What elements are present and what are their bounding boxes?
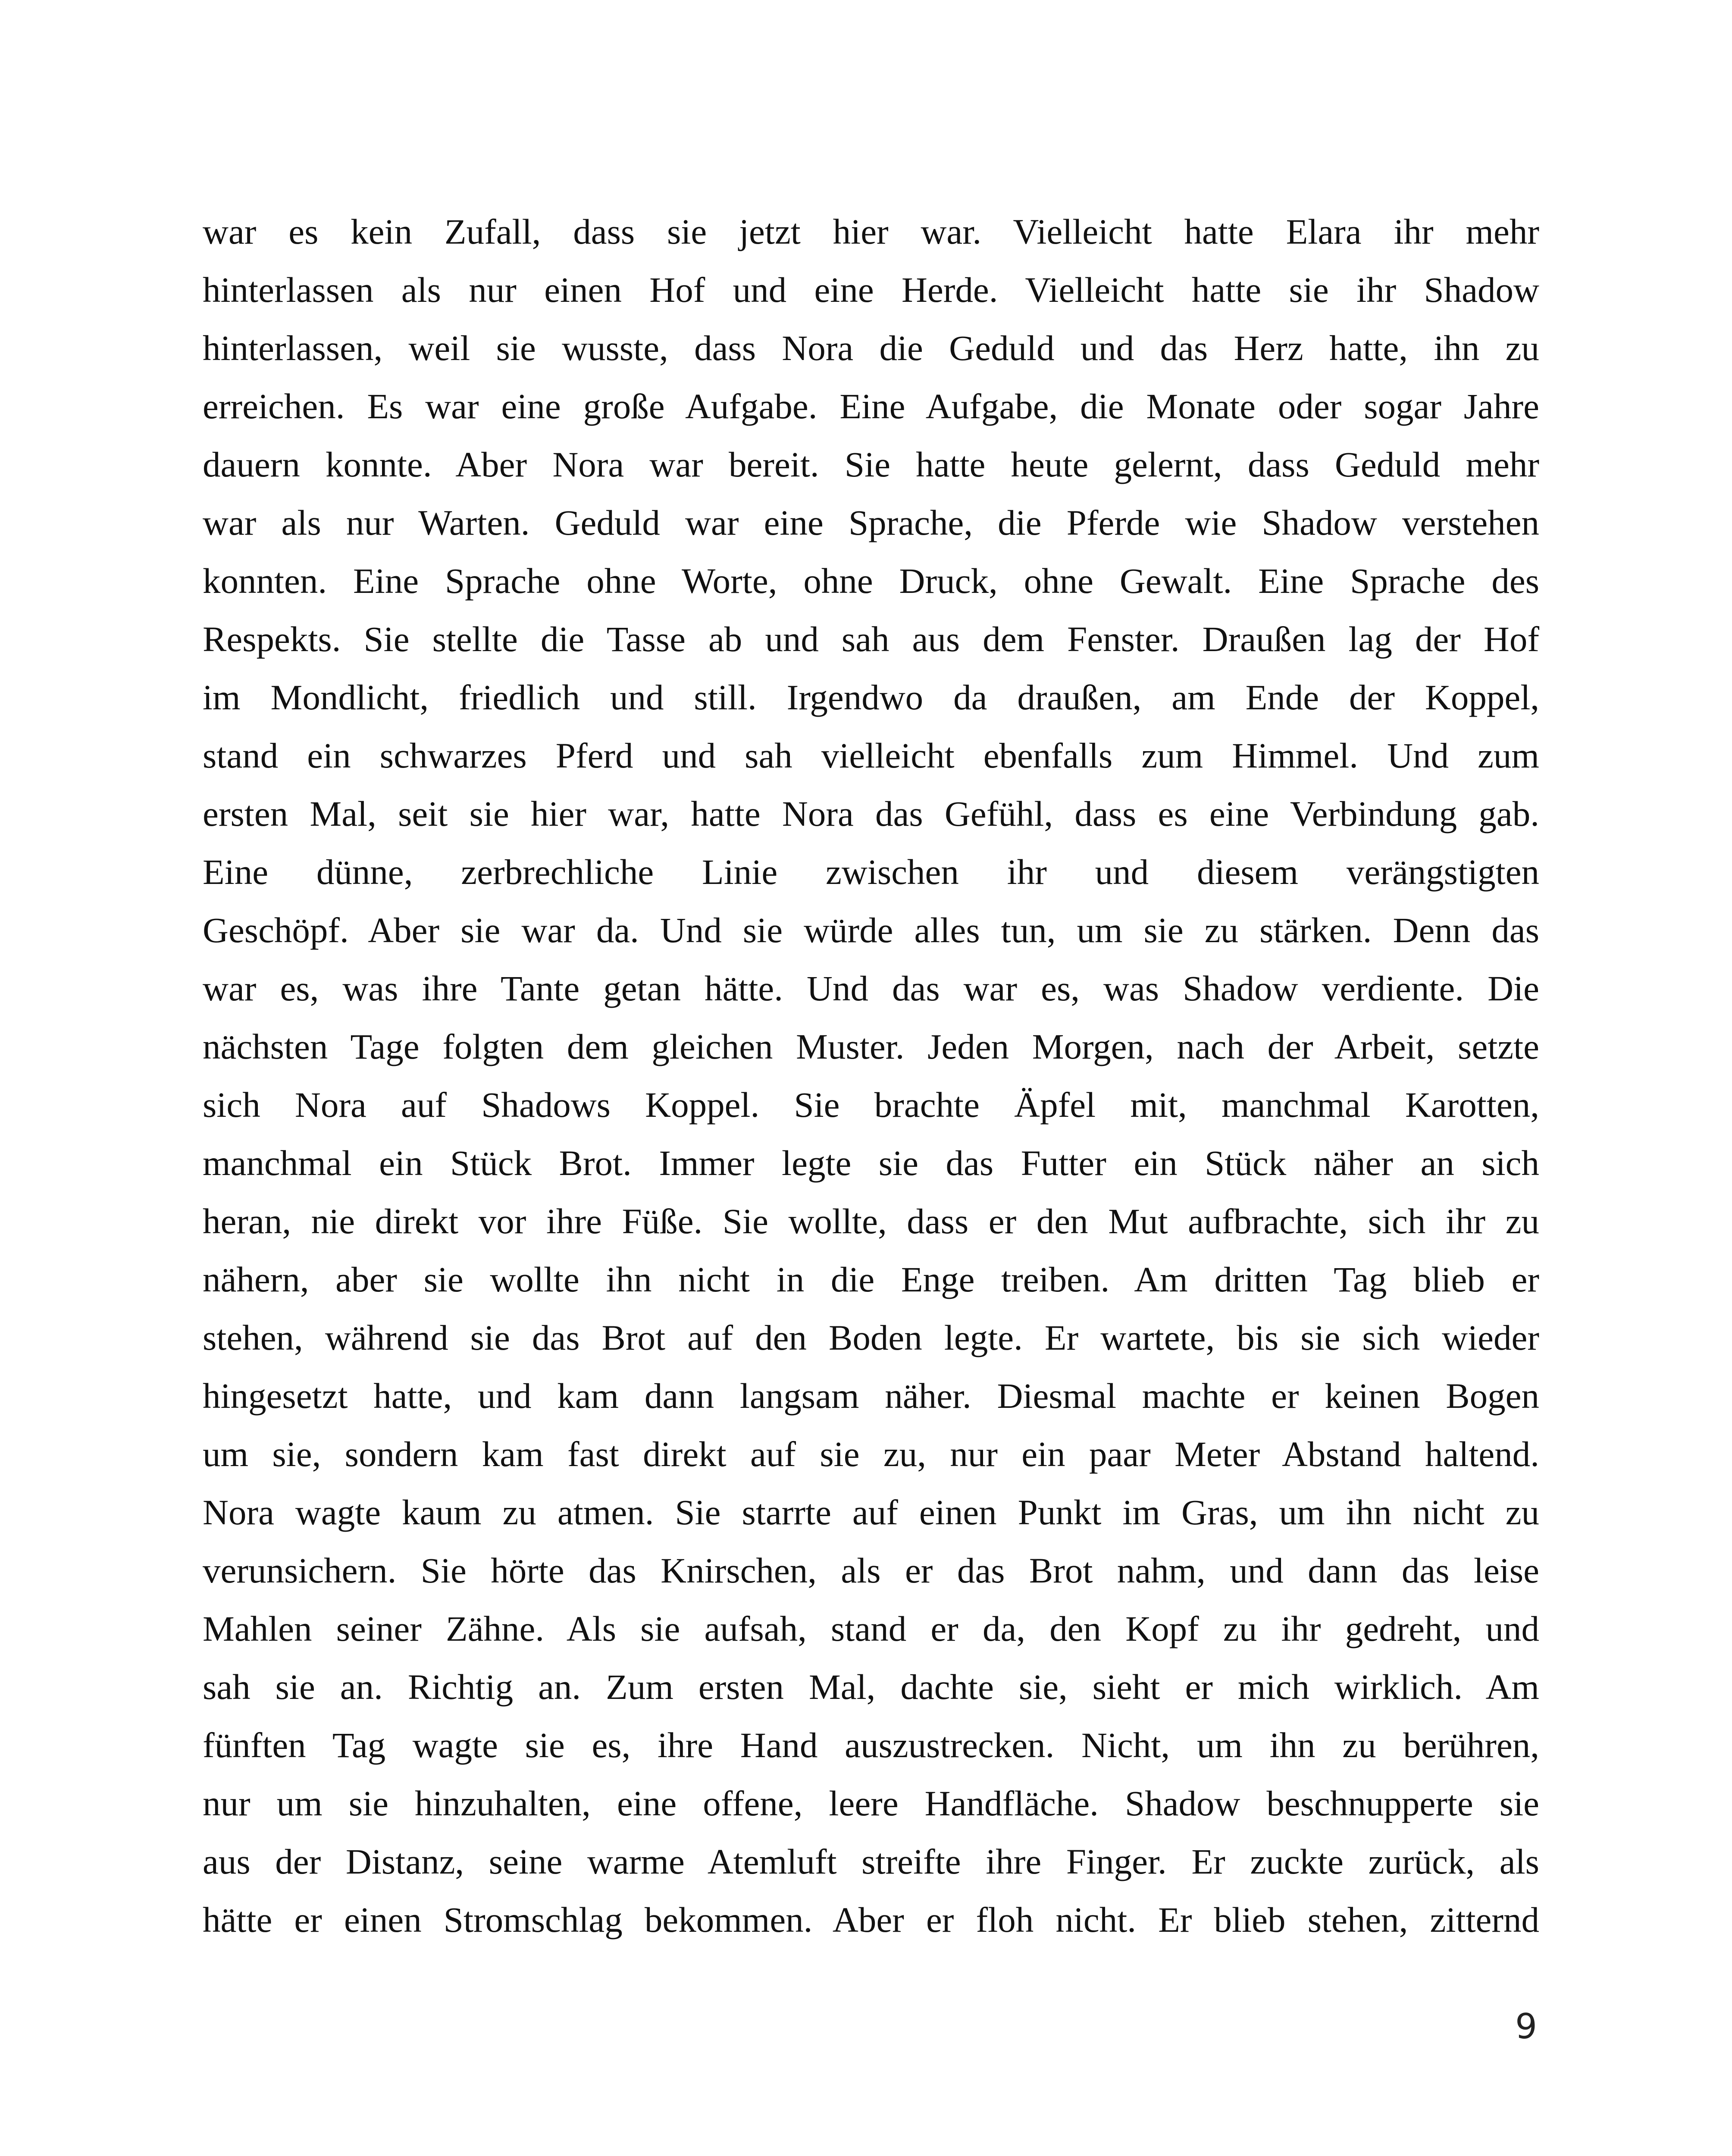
text-line: manchmal ein Stück Brot. Immer legte sie das Futter ein Stück näher an sich bbox=[203, 1143, 1539, 1183]
text-line: Respekts. Sie stellte die Tasse ab und sah aus dem Fenster. Draußen lag der Hof bbox=[203, 619, 1539, 659]
text-line: hinterlassen, weil sie wusste, dass Nora die Geduld und das Herz hatte, ihn zu bbox=[203, 328, 1539, 368]
text-line: dauern konnte. Aber Nora war bereit. Sie hatte heute gelernt, dass Geduld mehr bbox=[203, 445, 1539, 484]
body-text bbox=[203, 203, 1539, 1949]
text-line: stand ein schwarzes Pferd und sah vielleicht ebenfalls zum Himmel. Und zum bbox=[203, 736, 1539, 775]
text-line: nächsten Tage folgten dem gleichen Muster. Jeden Morgen, nach der Arbeit, setzte bbox=[203, 1027, 1539, 1066]
text-line: im Mondlicht, friedlich und still. Irgendwo da draußen, am Ende der Koppel, bbox=[203, 677, 1539, 717]
text-line: um sie, sondern kam fast direkt auf sie zu, nur ein paar Meter Abstand haltend. bbox=[203, 1434, 1539, 1474]
text-line: fünften Tag wagte sie es, ihre Hand auszustrecken. Nicht, um ihn zu berühren, bbox=[203, 1725, 1539, 1765]
text-line: nähern, aber sie wollte ihn nicht in die Enge treiben. Am dritten Tag blieb er bbox=[203, 1260, 1539, 1299]
text-line: ersten Mal, seit sie hier war, hatte Nora das Gefühl, dass es eine Verbindung gab. bbox=[203, 794, 1539, 834]
text-line: hätte er einen Stromschlag bekommen. Aber er floh nicht. Er blieb stehen, zitternd bbox=[203, 1900, 1539, 1940]
text-line: stehen, während sie das Brot auf den Boden legte. Er wartete, bis sie sich wieder bbox=[203, 1318, 1539, 1357]
page-number: 9 bbox=[1515, 2006, 1537, 2046]
text-line: heran, nie direkt vor ihre Füße. Sie wollte, dass er den Mut aufbrachte, sich ihr zu bbox=[203, 1201, 1539, 1241]
text-line: war es kein Zufall, dass sie jetzt hier war. Vielleicht hatte Elara ihr mehr bbox=[203, 212, 1539, 251]
text-line: sich Nora auf Shadows Koppel. Sie brachte Äpfel mit, manchmal Karotten, bbox=[203, 1085, 1539, 1125]
text-line: Nora wagte kaum zu atmen. Sie starrte auf einen Punkt im Gras, um ihn nicht zu bbox=[203, 1492, 1539, 1532]
text-line: hinterlassen als nur einen Hof und eine Herde. Vielleicht hatte sie ihr Shadow bbox=[203, 270, 1539, 310]
text-line: sah sie an. Richtig an. Zum ersten Mal, dachte sie, sieht er mich wirklich. Am bbox=[203, 1667, 1539, 1707]
text-line: Eine dünne, zerbrechliche Linie zwischen ihr und diesem verängstigten bbox=[203, 852, 1539, 892]
text-line: erreichen. Es war eine große Aufgabe. Eine Aufgabe, die Monate oder sogar Jahre bbox=[203, 386, 1539, 426]
text-line: konnten. Eine Sprache ohne Worte, ohne Druck, ohne Gewalt. Eine Sprache des bbox=[203, 561, 1539, 601]
text-line: verunsichern. Sie hörte das Knirschen, als er das Brot nahm, und dann das leise bbox=[203, 1551, 1539, 1590]
text-line: hingesetzt hatte, und kam dann langsam näher. Diesmal machte er keinen Bogen bbox=[203, 1376, 1539, 1416]
text-line: aus der Distanz, seine warme Atemluft streifte ihre Finger. Er zuckte zurück, als bbox=[203, 1842, 1539, 1881]
text-line: nur um sie hinzuhalten, eine offene, leere Handfläche. Shadow beschnupperte sie bbox=[203, 1783, 1539, 1823]
text-line: Mahlen seiner Zähne. Als sie aufsah, stand er da, den Kopf zu ihr gedreht, und bbox=[203, 1609, 1539, 1648]
text-line: Geschöpf. Aber sie war da. Und sie würde alles tun, um sie zu stärken. Denn das bbox=[203, 910, 1539, 950]
text-line: war es, was ihre Tante getan hätte. Und das war es, was Shadow verdiente. Die bbox=[203, 968, 1539, 1008]
text-line: war als nur Warten. Geduld war eine Sprache, die Pferde wie Shadow verstehen bbox=[203, 503, 1539, 542]
